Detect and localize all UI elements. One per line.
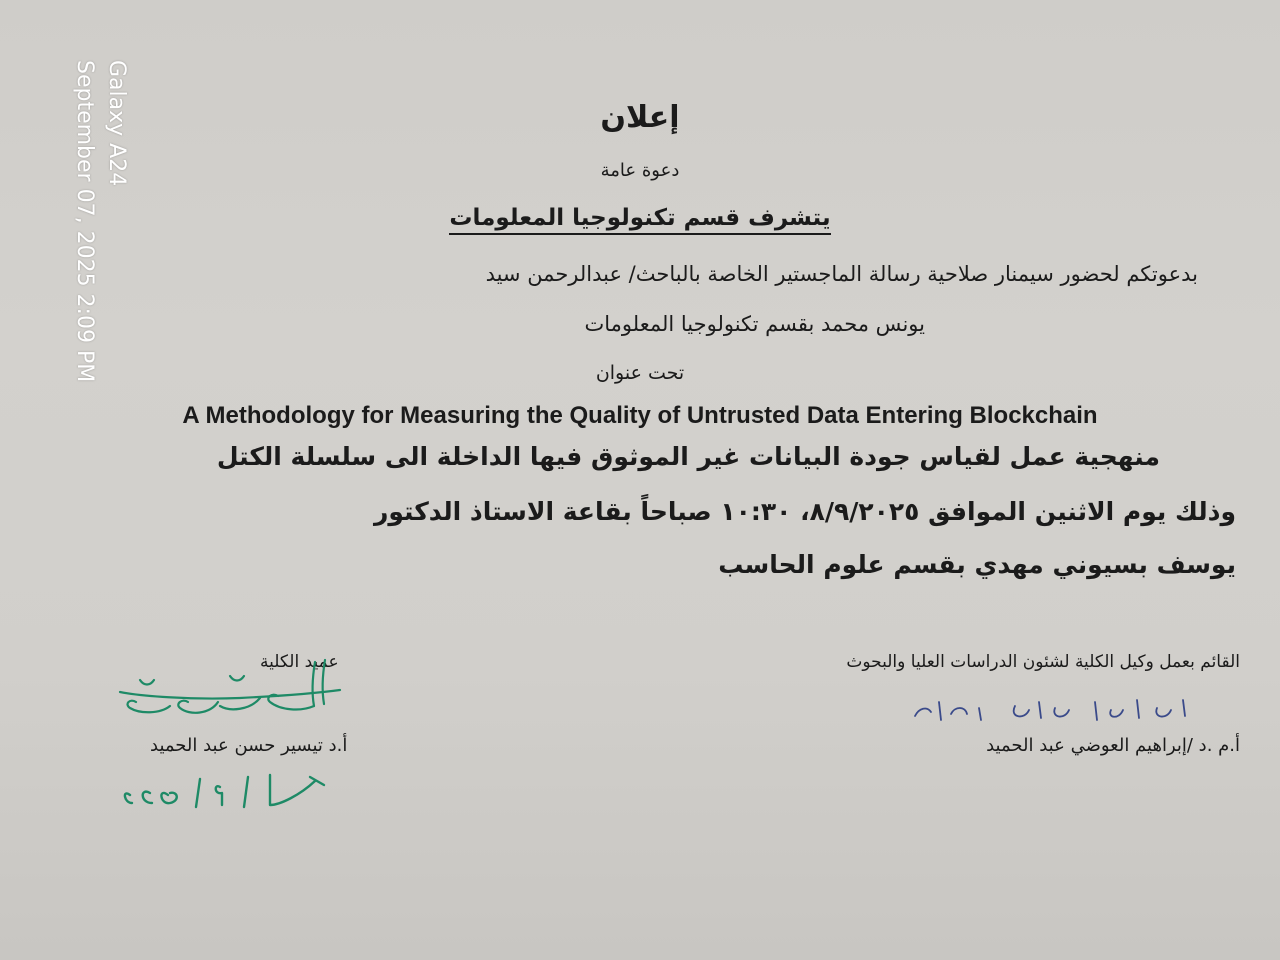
thesis-title-english: A Methodology for Measuring the Quality of Untrusted Data Entering Blockchain (182, 402, 1098, 429)
event-datetime-line-1: وذلك يوم الاثنين الموافق ٨/٩/٢٠٢٥، ١٠:٣٠ صباحاً بقاعة الاستاذ الدكتور (373, 497, 1236, 526)
thesis-title-arabic: منهجية عمل لقياس جودة البيانات غير الموثوق فيها الداخلة الى سلسلة الكتل (216, 442, 1160, 471)
department-line (0, 205, 1280, 231)
left-signatory-name: أ.د تيسير حسن عبد الحميد (150, 735, 348, 756)
department-line-text: يتشرف قسم تكنولوجيا المعلومات (449, 205, 830, 235)
invitation-line-1: بدعوتكم لحضور سيمنار صلاحية رسالة الماجستير الخاصة بالباحث/ عبدالرحمن سيد (485, 262, 1198, 286)
vice-dean-handwritten-signature (905, 688, 1195, 728)
device-label: Galaxy A24 (104, 60, 129, 187)
under-title-label: تحت عنوان (595, 362, 685, 384)
dean-handwritten-signature (100, 640, 350, 730)
invitation-line-2: يونس محمد بقسم تكنولوجيا المعلومات (584, 312, 925, 336)
right-signatory-name: أ.م .د /إبراهيم العوضي عبد الحميد (986, 735, 1240, 756)
event-datetime-line-2: يوسف بسيوني مهدي بقسم علوم الحاسب (718, 550, 1236, 579)
capture-datetime: September 07, 2025 2:09 PM (72, 60, 97, 383)
left-signatory-position: عميد الكلية (260, 652, 339, 672)
handwritten-date (110, 765, 340, 815)
right-signatory-position: القائم بعمل وكيل الكلية لشئون الدراسات العليا والبحوث (846, 652, 1240, 672)
announcement-title: إعلان (600, 100, 680, 135)
announcement-subtitle: دعوة عامة (600, 160, 680, 181)
